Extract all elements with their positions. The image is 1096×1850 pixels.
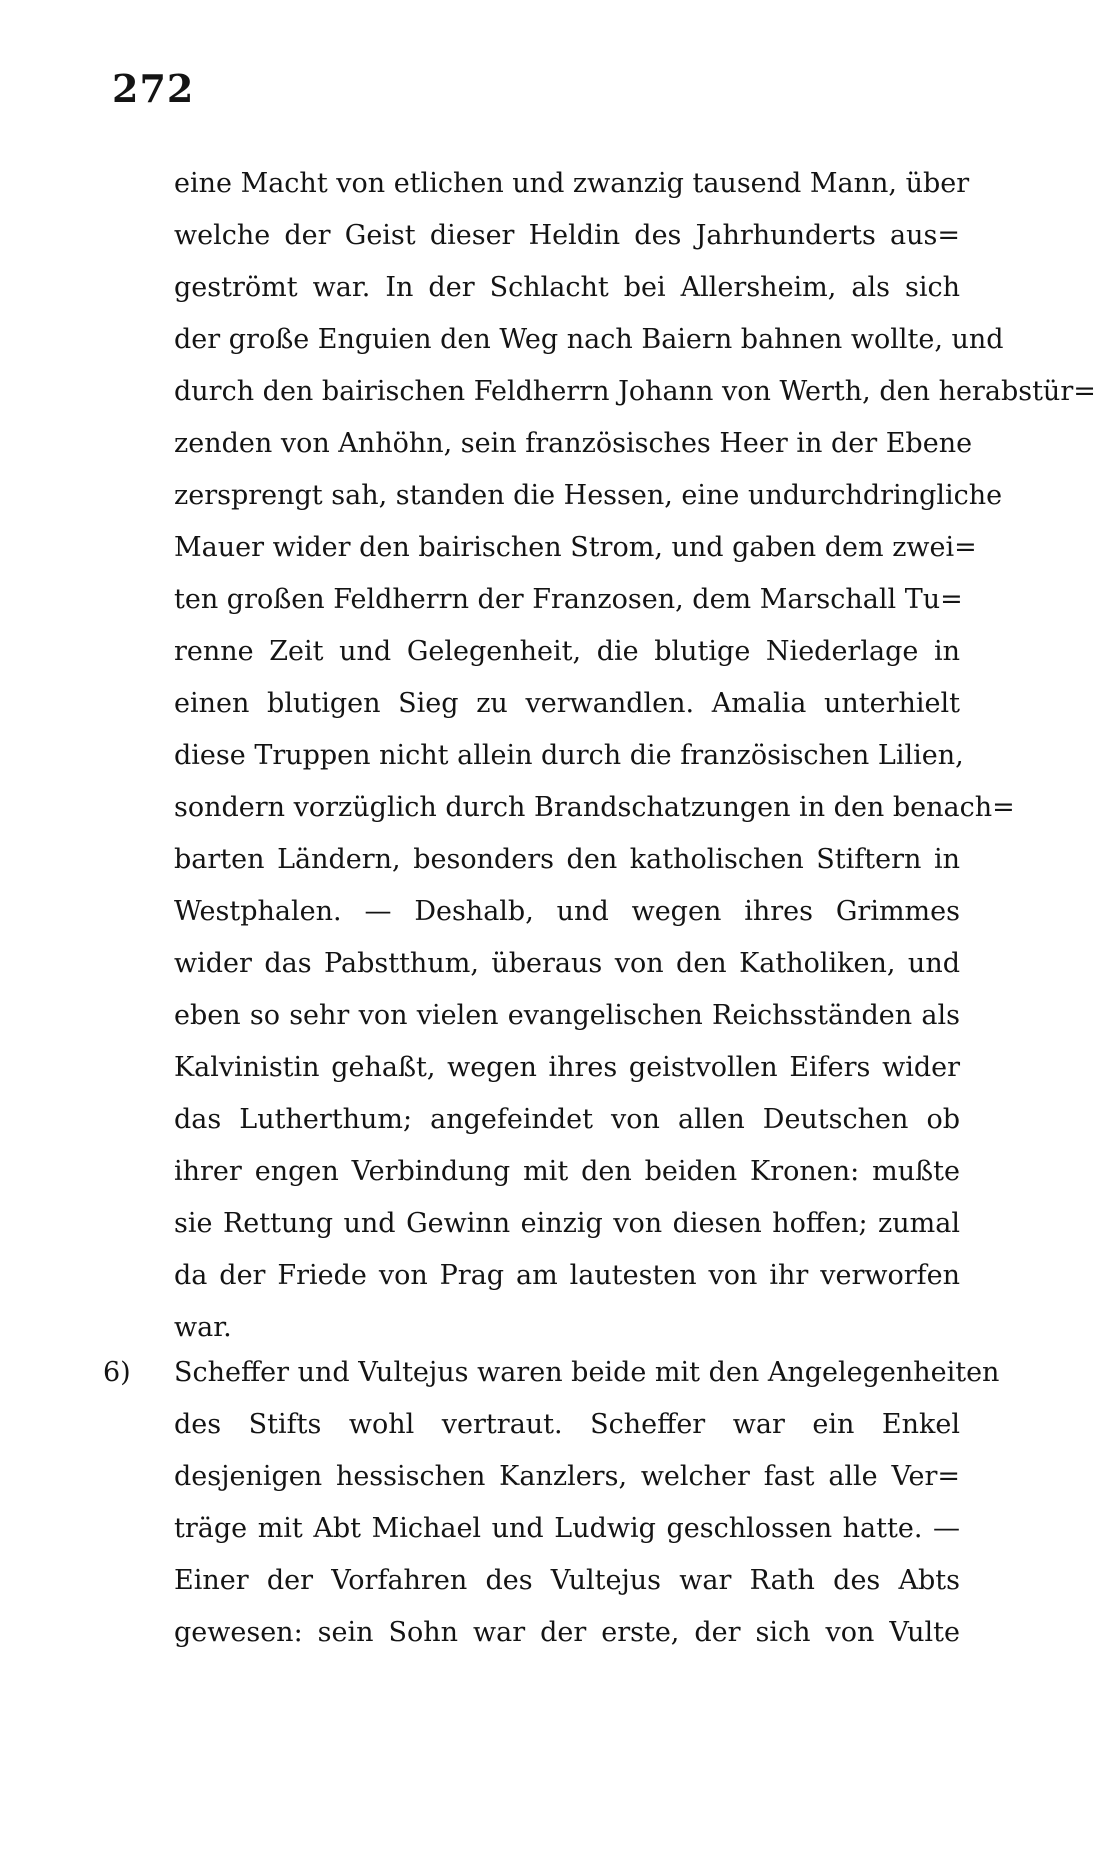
text-line: einen blutigen Sieg zu verwandlen. Amalia unterhielt <box>174 688 960 719</box>
text-line: ten großen Feldherrn der Franzosen, dem Marschall Tu= <box>174 584 963 615</box>
text-line: zenden von Anhöhn, sein französisches Heer in der Ebene <box>174 428 973 459</box>
text-line: barten Ländern, besonders den katholischen Stiftern in <box>174 844 960 875</box>
footnote-line: Scheffer und Vultejus waren beide mit den Angelegenheiten <box>174 1357 1000 1388</box>
text-line: eine Macht von etlichen und zwanzig tausend Mann, über <box>174 168 970 199</box>
text-line: diese Truppen nicht allein durch die französischen Lilien, <box>174 740 964 771</box>
text-line: Kalvinistin gehaßt, wegen ihres geistvollen Eifers wider <box>174 1052 960 1083</box>
text-line: geströmt war. In der Schlacht bei Allersheim, als sich <box>174 272 960 303</box>
text-line: welche der Geist dieser Heldin des Jahrhunderts aus= <box>174 220 960 251</box>
footnote-line: Einer der Vorfahren des Vultejus war Rath des Abts <box>174 1565 960 1596</box>
footnote-line: desjenigen hessischen Kanzlers, welcher fast alle Ver= <box>174 1461 960 1492</box>
footnote-line: des Stifts wohl vertraut. Scheffer war ein Enkel <box>174 1409 960 1440</box>
text-line: ihrer engen Verbindung mit den beiden Kronen: mußte <box>174 1156 960 1187</box>
text-line: war. <box>174 1312 232 1343</box>
footnote-line: gewesen: sein Sohn war der erste, der sich von Vulte <box>174 1617 960 1648</box>
main-text-block <box>174 158 1096 1354</box>
text-line: da der Friede von Prag am lautesten von ihr verworfen <box>174 1260 960 1291</box>
text-line: eben so sehr von vielen evangelischen Reichsständen als <box>174 1000 960 1031</box>
text-line: der große Enguien den Weg nach Baiern bahnen wollte, und <box>174 324 1004 355</box>
footnote-marker: 6) <box>103 1357 131 1388</box>
text-line: zersprengt sah, standen die Hessen, eine undurchdringliche <box>174 480 1003 511</box>
footnote-text-block <box>174 1347 1000 1659</box>
text-line: sie Rettung und Gewinn einzig von diesen hoffen; zumal <box>174 1208 960 1239</box>
text-line: Westphalen. — Deshalb, und wegen ihres Grimmes <box>174 896 960 927</box>
footnote-line: träge mit Abt Michael und Ludwig geschlossen hatte. — <box>174 1513 960 1544</box>
text-line: das Lutherthum; angefeindet von allen Deutschen ob <box>174 1104 960 1135</box>
text-line: durch den bairischen Feldherrn Johann von Werth, den herabstür= <box>174 376 1096 407</box>
text-line: renne Zeit und Gelegenheit, die blutige Niederlage in <box>174 636 960 667</box>
page-number: 272 <box>112 66 195 111</box>
text-line: wider das Pabstthum, überaus von den Katholiken, und <box>174 948 960 979</box>
text-line: Mauer wider den bairischen Strom, und gaben dem zwei= <box>174 532 977 563</box>
text-line: sondern vorzüglich durch Brandschatzungen in den benach= <box>174 792 1015 823</box>
